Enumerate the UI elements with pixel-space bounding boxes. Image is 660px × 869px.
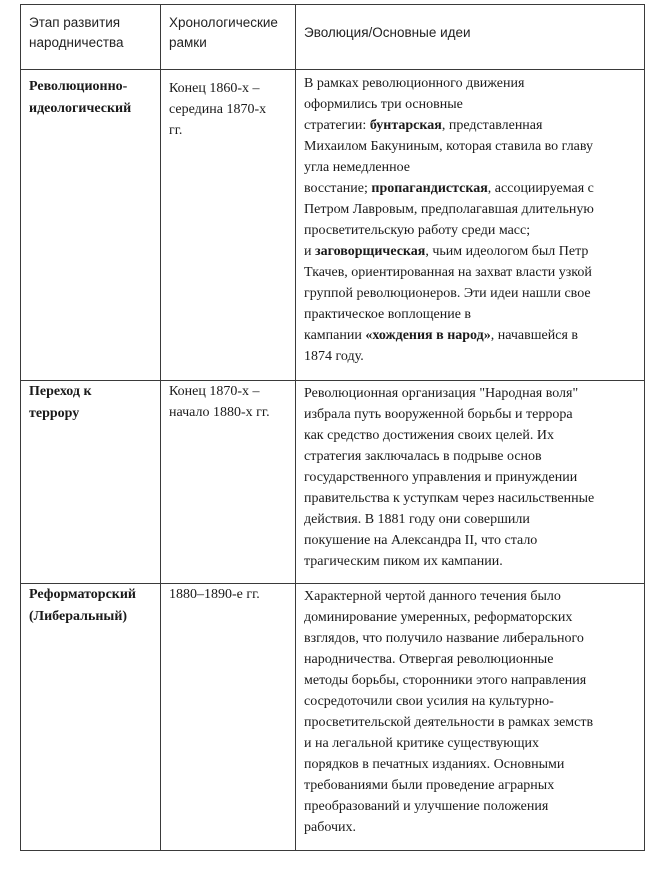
period-cell: [161, 584, 296, 851]
header-text: Этап развития: [29, 15, 121, 30]
period-text: начало 1880-х гг.: [169, 405, 270, 420]
period-cell: [161, 70, 296, 381]
desc-line: [304, 178, 638, 199]
desc-line: [304, 325, 638, 346]
header-text: Хронологические: [169, 15, 278, 30]
desc-line: просветительскую работу среди масс;: [304, 223, 531, 238]
ideas-cell: [296, 584, 645, 851]
desc-line: правительства к уступкам через насильственные: [304, 491, 595, 506]
desc-line: действия. В 1881 году они совершили: [304, 512, 530, 527]
desc-line: трагическим пиком их кампании.: [304, 554, 503, 569]
header-cell-stage: [21, 5, 161, 70]
strategy-bold: пропагандистская: [371, 181, 488, 196]
table-header-row: [21, 5, 645, 70]
desc-text: и: [304, 244, 315, 259]
strategy-bold: бунтарская: [369, 118, 442, 133]
table-row: [21, 70, 645, 381]
desc-line: 1874 году.: [304, 349, 364, 364]
strategy-bold: заговорщическая: [315, 244, 426, 259]
desc-text: стратегии:: [304, 118, 370, 133]
period-text: гг.: [169, 123, 183, 138]
stage-text: Реформаторский: [29, 587, 136, 602]
ideas-table: [20, 4, 645, 851]
header-cell-period: [161, 5, 296, 70]
desc-line: доминирование умеренных, реформаторских: [304, 610, 573, 625]
desc-text: восстание;: [304, 181, 372, 196]
header-cell-ideas: [296, 5, 645, 70]
header-text: народничества: [29, 35, 124, 50]
desc-line: и на легальной критике существующих: [304, 736, 539, 751]
stage-cell: [21, 584, 161, 851]
ideas-cell: [296, 70, 645, 381]
desc-text: , представленная: [441, 118, 543, 133]
desc-text: , ассоциируемая с: [487, 181, 594, 196]
period-cell: [161, 381, 296, 584]
stage-text: Переход к: [29, 384, 92, 399]
desc-line: оформились три основные: [304, 97, 463, 112]
table-row: [21, 381, 645, 584]
table-row: [21, 584, 645, 851]
desc-text: , чьим идеологом был Петр: [425, 244, 589, 259]
desc-line: [304, 241, 638, 262]
period-text: 1880–1890-е гг.: [169, 587, 260, 602]
desc-line: народничества. Отвергая революционные: [304, 652, 554, 667]
desc-line: взглядов, что получило название либерального: [304, 631, 584, 646]
desc-line: [304, 115, 638, 136]
desc-line: государственного управления и принуждении: [304, 470, 578, 485]
stage-text: террору: [29, 406, 80, 421]
desc-line: Михаилом Бакуниным, которая ставила во главу: [304, 139, 594, 154]
desc-text: кампании: [304, 328, 366, 343]
desc-line: требованиями были проведение аграрных: [304, 778, 555, 793]
desc-line: просветительской деятельности в рамках земств: [304, 715, 594, 730]
stage-text: идеологический: [29, 101, 132, 116]
desc-line: стратегия заключалась в подрыве основ: [304, 449, 542, 464]
stage-cell: [21, 70, 161, 381]
desc-line: как средство достижения своих целей. Их: [304, 428, 554, 443]
header-text: рамки: [169, 35, 207, 50]
ideas-cell: [296, 381, 645, 584]
desc-text: , начавшейся в: [490, 328, 578, 343]
campaign-bold: «хождения в народ»: [365, 328, 491, 343]
desc-line: угла немедленное: [304, 160, 411, 175]
stage-text: Революционно-: [29, 79, 128, 94]
desc-line: Ткачев, ориентированная на захват власти узкой: [304, 265, 592, 280]
stage-text: (Либеральный): [29, 609, 128, 624]
period-text: середина 1870-х: [169, 102, 267, 117]
desc-line: группой революционеров. Эти идеи нашли свое: [304, 286, 591, 301]
desc-line: порядков в печатных изданиях. Основными: [304, 757, 565, 772]
stage-cell: [21, 381, 161, 584]
desc-line: покушение на Александра II, что стало: [304, 533, 538, 548]
desc-line: преобразований и улучшение положения: [304, 799, 549, 814]
desc-line: Характерной чертой данного течения было: [304, 589, 561, 604]
header-text: Эволюция/Основные идеи: [304, 25, 471, 40]
desc-line: практическое воплощение в: [304, 307, 472, 322]
desc-line: В рамках революционного движения: [304, 76, 525, 91]
desc-line: Петром Лавровым, предполагавшая длительную: [304, 202, 594, 217]
desc-line: методы борьбы, сторонники этого направления: [304, 673, 587, 688]
desc-line: сосредоточили свои усилия на культурно-: [304, 694, 554, 709]
desc-line: рабочих.: [304, 820, 357, 835]
period-text: Конец 1860-х –: [169, 81, 260, 96]
desc-line: Революционная организация "Народная воля": [304, 386, 579, 401]
period-text: Конец 1870-х –: [169, 384, 260, 399]
desc-line: избрала путь вооруженной борьбы и террора: [304, 407, 573, 422]
